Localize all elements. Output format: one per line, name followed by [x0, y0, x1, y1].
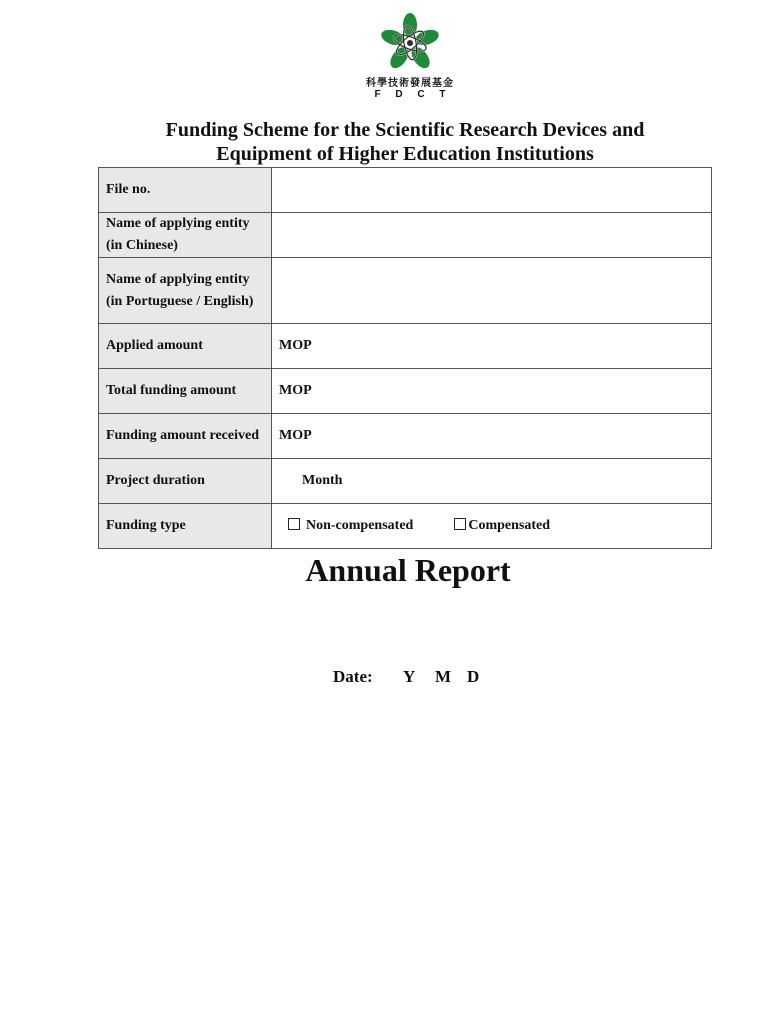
- duration-unit: Month: [302, 473, 343, 488]
- field-label: Funding amount received: [99, 414, 272, 459]
- field-label: Total funding amount: [99, 369, 272, 414]
- funding-type-field: [272, 504, 712, 549]
- field-label: Applied amount: [99, 324, 272, 369]
- funding-type-option-compensated[interactable]: [454, 515, 550, 537]
- table-row: [99, 504, 712, 549]
- application-info-table: [98, 167, 712, 549]
- entity-name-chinese-field[interactable]: [272, 213, 712, 258]
- date-line: [333, 667, 479, 687]
- table-row: [99, 414, 712, 459]
- document-title: [98, 118, 712, 166]
- total-funding-amount-field[interactable]: MOP: [272, 369, 712, 414]
- field-label: Funding type: [99, 504, 272, 549]
- fdct-emblem-icon: [379, 12, 441, 74]
- logo-acronym: F D C T: [374, 89, 452, 100]
- non-compensated-label: Non-compensated: [306, 518, 414, 533]
- field-label: File no.: [99, 168, 272, 213]
- funding-type-option-non-compensated[interactable]: [288, 515, 413, 537]
- table-row: [99, 258, 712, 324]
- table-row: [99, 324, 712, 369]
- non-compensated-checkbox[interactable]: [288, 518, 300, 530]
- funding-amount-received-field[interactable]: MOP: [272, 414, 712, 459]
- table-row: [99, 459, 712, 504]
- field-label: Name of applying entity (in Portuguese / English): [99, 258, 272, 324]
- field-label: Name of applying entity (in Chinese): [99, 213, 272, 258]
- compensated-checkbox[interactable]: [454, 518, 466, 530]
- table-row: [99, 168, 712, 213]
- entity-name-portuguese-english-field[interactable]: [272, 258, 712, 324]
- date-label: Date:: [333, 667, 373, 686]
- logo-chinese-name: 科學技術發展基金: [366, 78, 454, 89]
- fdct-logo: [340, 12, 480, 104]
- field-label: Project duration: [99, 459, 272, 504]
- table-row: [99, 213, 712, 258]
- project-duration-field[interactable]: [272, 459, 712, 504]
- compensated-label: Compensated: [468, 518, 551, 533]
- applied-amount-field[interactable]: MOP: [272, 324, 712, 369]
- table-row: [99, 369, 712, 414]
- report-title: Annual Report: [305, 552, 511, 588]
- date-month[interactable]: M: [435, 667, 452, 686]
- file-no-field[interactable]: [272, 168, 712, 213]
- date-year[interactable]: Y: [403, 667, 416, 686]
- date-day[interactable]: D: [467, 667, 480, 686]
- document-title-line-2: Equipment of Higher Education Institutions: [216, 143, 594, 165]
- document-title-line-1: Funding Scheme for the Scientific Research Devices and: [165, 119, 645, 141]
